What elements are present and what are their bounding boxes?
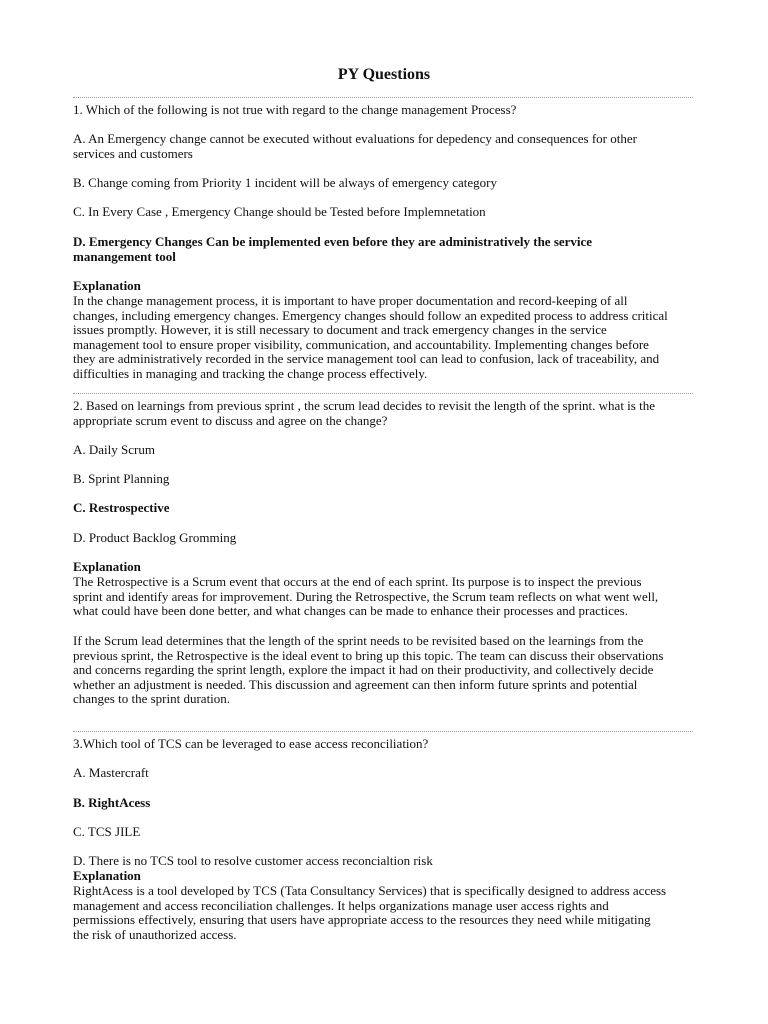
explanation-line: changes, including emergency changes. Emergency changes should follow an expedited process to address critical xyxy=(73,307,668,323)
question-3-option-d: D. There is no TCS tool to resolve customer access reconcialtion risk xyxy=(73,853,433,868)
option-line: services and customers xyxy=(73,145,193,161)
option-line: A. An Emergency change cannot be executed without evaluations for depedency and consequences for other xyxy=(73,131,637,146)
question-1-option-c: C. In Every Case , Emergency Change should be Tested before Implemnetation xyxy=(73,204,486,219)
explanation-line: If the Scrum lead determines that the length of the sprint needs to be revisited based on the learnings from the xyxy=(73,633,644,648)
separator xyxy=(73,731,693,732)
page-title: PY Questions xyxy=(337,66,431,83)
explanation-line: what could have been done better, and what changes can be made to enhance their processes and practices. xyxy=(73,603,628,619)
explanation-line: management and access reconciliation challenges. It helps organizations manage user access rights and xyxy=(73,897,609,913)
explanation-line: RightAcess is a tool developed by TCS (Tata Consultancy Services) that is specifically designed to address access xyxy=(73,883,667,898)
separator xyxy=(73,393,693,394)
question-line: appropriate scrum event to discuss and agree on the change? xyxy=(73,412,388,428)
question-2-explanation-paragraph-1 xyxy=(73,575,695,619)
question-3-text: 3.Which tool of TCS can be leveraged to ease access reconciliation? xyxy=(73,736,429,751)
explanation-line: difficulties in managing and tracking the change process effectively. xyxy=(73,365,428,381)
explanation-line: changes to the sprint duration. xyxy=(73,691,231,707)
question-1-option-d-correct xyxy=(73,235,695,264)
explanation-line: sprint and identify areas for improvement. During the Retrospective, the Scrum team reflects on what went well, xyxy=(73,588,659,604)
option-line: manangement tool xyxy=(73,248,176,264)
explanation-line: permissions effectively, ensuring that users have appropriate access to the resources they need while mitigating xyxy=(73,912,651,928)
question-2-option-a: A. Daily Scrum xyxy=(73,442,155,457)
question-1-text: 1. Which of the following is not true with regard to the change management Process? xyxy=(73,102,517,117)
question-2-option-c-correct: C. Restrospective xyxy=(73,500,170,515)
explanation-line: previous sprint, the Retrospective is the ideal event to bring up this topic. The team can discuss their observations xyxy=(73,647,664,663)
question-2-text xyxy=(73,399,695,428)
explanation-line: In the change management process, it is important to have proper documentation and record-keeping of all xyxy=(73,293,628,308)
explanation-line: whether an adjustment is needed. This discussion and agreement can then inform future sprints and potential xyxy=(73,676,638,692)
separator xyxy=(73,97,693,98)
question-3-explanation-heading: Explanation xyxy=(73,868,141,883)
question-3-explanation xyxy=(73,884,695,942)
option-line: D. Emergency Changes Can be implemented even before they are administratively the service xyxy=(73,234,593,249)
question-3-option-c: C. TCS JILE xyxy=(73,824,141,839)
question-line: 2. Based on learnings from previous sprint , the scrum lead decides to revisit the length of the sprint. what is the xyxy=(73,398,655,413)
explanation-line: The Retrospective is a Scrum event that occurs at the end of each sprint. Its purpose is to inspect the previous xyxy=(73,574,642,589)
question-3-option-a: A. Mastercraft xyxy=(73,765,149,780)
question-2-explanation-paragraph-2 xyxy=(73,634,695,707)
explanation-line: issues promptly. However, it is still necessary to document and track emergency changes in the service xyxy=(73,322,607,338)
question-1-explanation xyxy=(73,294,695,382)
question-2-option-d: D. Product Backlog Gromming xyxy=(73,530,237,545)
explanation-line: they are administratively recorded in the service management tool can lead to confusion, lack of traceability, and xyxy=(73,351,660,367)
explanation-line: and concerns regarding the sprint length, explore the impact it had on their productivity, and collectively decide xyxy=(73,662,654,678)
explanation-line: the risk of unauthorized access. xyxy=(73,926,237,942)
question-1-explanation-heading: Explanation xyxy=(73,278,141,293)
question-2-explanation-heading: Explanation xyxy=(73,559,141,574)
explanation-line: management tool to ensure proper visibility, communication, and accountability. Implementing changes before xyxy=(73,336,649,352)
question-1-option-b: B. Change coming from Priority 1 incident will be always of emergency category xyxy=(73,175,497,190)
question-3-option-b-correct: B. RightAcess xyxy=(73,795,151,810)
question-1-option-a xyxy=(73,132,695,161)
question-2-option-b: B. Sprint Planning xyxy=(73,471,170,486)
